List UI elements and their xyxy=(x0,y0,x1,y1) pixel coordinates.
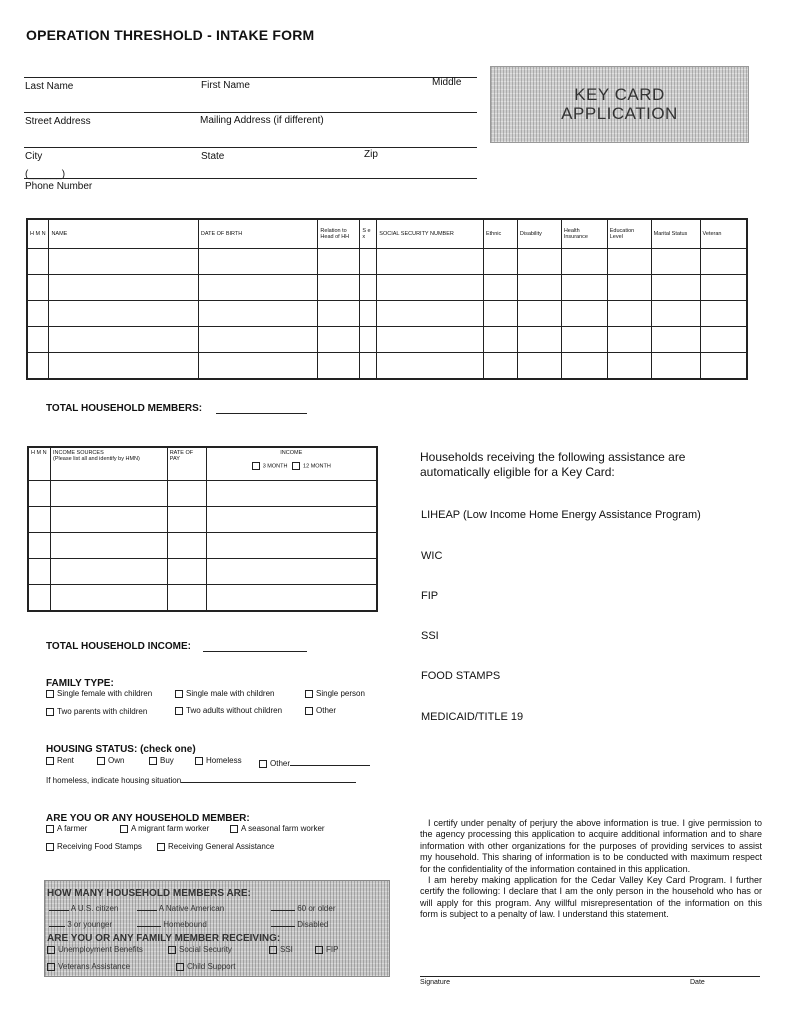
income-cell-source[interactable] xyxy=(51,507,168,533)
option-label: Receiving General Assistance xyxy=(168,842,275,851)
hh-cell-ssn[interactable] xyxy=(377,301,484,327)
member-food-stamps[interactable] xyxy=(46,842,142,851)
checkbox[interactable] xyxy=(46,708,54,716)
homeless-situation-label: If homeless, indicate housing situation xyxy=(46,776,182,785)
table-row xyxy=(27,301,747,327)
member-seasonal[interactable] xyxy=(230,824,325,833)
income-cell-hmn[interactable] xyxy=(28,533,51,559)
income-cell-hmn[interactable] xyxy=(28,559,51,585)
hh-cell-health-insurance[interactable] xyxy=(561,353,607,380)
program-ssi: SSI xyxy=(421,630,439,642)
receiving-veterans[interactable] xyxy=(47,962,130,971)
hh-header-name: NAME xyxy=(49,219,198,249)
program-liheap: LIHEAP (Low Income Home Energy Assistance Program) xyxy=(421,509,701,521)
checkbox[interactable] xyxy=(46,690,54,698)
family-other[interactable] xyxy=(305,706,336,715)
hh-cell-hmn[interactable] xyxy=(27,249,49,275)
hh-cell-ethnic[interactable] xyxy=(483,327,517,353)
certification-paragraph-2: I am hereby making application for the Cedar Valley Key Card Program. I further certify the following: I declare that I am the only person in the household who has or will apply for this program. Any willful misrepresentation of the information on this form is subject to a penalty of law. I understand this statement. xyxy=(420,875,762,920)
checkbox[interactable] xyxy=(176,963,184,971)
checkbox[interactable] xyxy=(269,946,277,954)
hh-cell-marital[interactable] xyxy=(651,353,700,380)
checkbox[interactable] xyxy=(315,946,323,954)
hh-cell-veteran[interactable] xyxy=(700,327,747,353)
key-card-banner xyxy=(490,66,749,143)
option-label: Homeless xyxy=(206,756,242,765)
housing-own[interactable] xyxy=(97,756,124,765)
state-label: State xyxy=(201,151,225,162)
option-label: Two parents with children xyxy=(57,707,148,716)
hh-cell-name[interactable] xyxy=(49,353,198,380)
checkbox[interactable] xyxy=(259,760,267,768)
signature-label: Signature xyxy=(420,979,450,986)
shaded-statistics-box xyxy=(44,880,390,977)
option-label: Single female with children xyxy=(57,689,153,698)
hh-cell-health-insurance[interactable] xyxy=(561,249,607,275)
count-field[interactable] xyxy=(271,917,295,927)
income-hmn-header: H M N xyxy=(28,447,51,481)
count-field[interactable] xyxy=(137,901,157,911)
last-name-label: Last Name xyxy=(25,81,74,92)
hh-cell-veteran[interactable] xyxy=(700,301,747,327)
table-row xyxy=(28,481,377,507)
income-cell-rate[interactable] xyxy=(167,559,206,585)
income-cell-amount[interactable] xyxy=(206,559,377,585)
checkbox[interactable] xyxy=(46,757,54,765)
housing-rent[interactable] xyxy=(46,756,74,765)
table-row xyxy=(28,559,377,585)
program-food-stamps: FOOD STAMPS xyxy=(421,670,501,682)
how-many-sixty-older[interactable] xyxy=(271,901,335,913)
hh-cell-disability[interactable] xyxy=(517,275,561,301)
eligibility-intro-line1: Households receiving the following assistance are xyxy=(420,450,686,464)
income-cell-rate[interactable] xyxy=(167,533,206,559)
total-members-field[interactable] xyxy=(216,413,307,414)
option-label: Single person xyxy=(316,689,365,698)
checkbox[interactable] xyxy=(47,946,55,954)
income-header xyxy=(206,447,377,481)
hh-header-hmn: H M N xyxy=(27,219,49,249)
hh-cell-relation[interactable] xyxy=(318,301,360,327)
checkbox[interactable] xyxy=(47,963,55,971)
checkbox[interactable] xyxy=(120,825,128,833)
housing-buy[interactable] xyxy=(149,756,174,765)
income-cell-amount[interactable] xyxy=(206,507,377,533)
how-many-heading: HOW MANY HOUSEHOLD MEMBERS ARE: xyxy=(47,888,251,899)
option-label: 60 or older xyxy=(297,904,336,913)
income-title: INCOME xyxy=(280,450,303,456)
hh-cell-disability[interactable] xyxy=(517,301,561,327)
hh-cell-relation[interactable] xyxy=(318,275,360,301)
household-members-table xyxy=(26,218,748,380)
hh-cell-ssn[interactable] xyxy=(377,249,484,275)
hh-cell-education[interactable] xyxy=(607,275,651,301)
hh-header-veteran: Veteran xyxy=(700,219,747,249)
hh-cell-sex[interactable] xyxy=(360,275,377,301)
option-label: A U.S. citizen xyxy=(70,904,119,913)
option-label: Child Support xyxy=(187,962,236,971)
checkbox[interactable] xyxy=(149,757,157,765)
checkbox[interactable] xyxy=(175,707,183,715)
option-label: Two adults without children xyxy=(186,706,283,715)
hh-cell-disability[interactable] xyxy=(517,353,561,380)
hh-header-ssn: SOCIAL SECURITY NUMBER xyxy=(377,219,484,249)
hh-cell-ssn[interactable] xyxy=(377,327,484,353)
hh-header-ethnic: Ethnic xyxy=(483,219,517,249)
income-cell-rate[interactable] xyxy=(167,481,206,507)
checkbox[interactable] xyxy=(305,707,313,715)
hh-cell-dob[interactable] xyxy=(198,249,318,275)
how-many-disabled[interactable] xyxy=(271,917,328,929)
hh-cell-ethnic[interactable] xyxy=(483,275,517,301)
income-cell-source[interactable] xyxy=(51,481,168,507)
hh-cell-sex[interactable] xyxy=(360,327,377,353)
hh-header-dob: DATE OF BIRTH xyxy=(198,219,318,249)
hh-cell-disability[interactable] xyxy=(517,327,561,353)
eligibility-intro-line2: automatically eligible for a Key Card: xyxy=(420,465,615,479)
checkbox[interactable] xyxy=(168,946,176,954)
housing-homeless[interactable] xyxy=(195,756,242,765)
address-line[interactable] xyxy=(24,112,477,113)
program-fip: FIP xyxy=(421,590,439,602)
checkbox[interactable] xyxy=(157,843,165,851)
receiving-child-support[interactable] xyxy=(176,962,235,971)
option-label: Homebound xyxy=(163,920,207,929)
hh-cell-hmn[interactable] xyxy=(27,353,49,380)
rate-of-pay-header: RATE OF PAY xyxy=(167,447,206,481)
hh-header-disability: Disability xyxy=(517,219,561,249)
how-many-citizen[interactable] xyxy=(49,901,118,913)
count-field[interactable] xyxy=(137,917,161,927)
hh-cell-ethnic[interactable] xyxy=(483,353,517,380)
table-row xyxy=(28,533,377,559)
hh-cell-relation[interactable] xyxy=(318,249,360,275)
household-member-heading: ARE YOU OR ANY HOUSEHOLD MEMBER: xyxy=(46,813,250,824)
phone-label: Phone Number xyxy=(25,181,93,192)
hh-cell-hmn[interactable] xyxy=(27,301,49,327)
hh-cell-dob[interactable] xyxy=(198,301,318,327)
hh-cell-marital[interactable] xyxy=(651,249,700,275)
hh-cell-ethnic[interactable] xyxy=(483,301,517,327)
option-label: A farmer xyxy=(57,824,88,833)
option-label: A migrant farm worker xyxy=(131,824,210,833)
housing-other-field[interactable] xyxy=(290,756,370,766)
option-label: Receiving Food Stamps xyxy=(57,842,142,851)
hh-cell-hmn[interactable] xyxy=(27,327,49,353)
option-label: Own xyxy=(108,756,125,765)
checkbox[interactable] xyxy=(195,757,203,765)
income-cell-hmn[interactable] xyxy=(28,507,51,533)
income-sources-header xyxy=(51,447,168,481)
hh-cell-name[interactable] xyxy=(49,327,198,353)
housing-other[interactable] xyxy=(259,756,370,768)
income-cell-amount[interactable] xyxy=(206,481,377,507)
form-title: OPERATION THRESHOLD - INTAKE FORM xyxy=(26,27,315,43)
hh-cell-relation[interactable] xyxy=(318,327,360,353)
family-single-female[interactable] xyxy=(46,689,152,698)
count-field[interactable] xyxy=(49,917,65,927)
total-income-field[interactable] xyxy=(203,651,307,652)
hh-header-relation: Relation to Head of HH xyxy=(318,219,360,249)
hh-cell-name[interactable] xyxy=(49,249,198,275)
income-cell-hmn[interactable] xyxy=(28,481,51,507)
middle-label: Middle xyxy=(432,77,462,88)
option-label: Disabled xyxy=(297,920,329,929)
family-single-person[interactable] xyxy=(305,689,365,698)
income-cell-amount[interactable] xyxy=(206,533,377,559)
income-cell-rate[interactable] xyxy=(167,585,206,612)
table-row xyxy=(27,327,747,353)
income-sources-title: INCOME SOURCES xyxy=(53,450,104,456)
date-label: Date xyxy=(690,979,705,986)
hh-cell-ssn[interactable] xyxy=(377,275,484,301)
receiving-unemployment[interactable] xyxy=(47,945,143,954)
receiving-fip[interactable] xyxy=(315,945,338,954)
eligibility-intro xyxy=(420,450,685,480)
income-cell-source[interactable] xyxy=(51,559,168,585)
city-label: City xyxy=(25,151,43,162)
table-row xyxy=(27,353,747,380)
income-sources-note: (Please list all and identify by HMN) xyxy=(53,456,140,462)
phone-area-code: (______) xyxy=(25,169,66,180)
signature-line[interactable] xyxy=(420,976,760,977)
hh-cell-ethnic[interactable] xyxy=(483,249,517,275)
checkbox[interactable] xyxy=(97,757,105,765)
hh-cell-dob[interactable] xyxy=(198,353,318,380)
hh-cell-health-insurance[interactable] xyxy=(561,327,607,353)
hh-cell-veteran[interactable] xyxy=(700,353,747,380)
checkbox[interactable] xyxy=(305,690,313,698)
hh-cell-dob[interactable] xyxy=(198,327,318,353)
zip-label: Zip xyxy=(364,149,378,160)
total-income-label: TOTAL HOUSEHOLD INCOME: xyxy=(46,641,191,652)
option-label: Rent xyxy=(57,756,74,765)
hh-cell-relation[interactable] xyxy=(318,353,360,380)
hh-cell-sex[interactable] xyxy=(360,249,377,275)
checkbox[interactable] xyxy=(230,825,238,833)
income-cell-amount[interactable] xyxy=(206,585,377,612)
certification-paragraph-1: I certify under penalty of perjury the above information is true. I give permission to the agency processing this application to acquire additional information and to share information with other organizations for the purposes of providing services to assist my household. This sharing of information is to be conducted with maximum respect for the confidentiality of the information contained in this application. xyxy=(420,818,762,874)
key-card-line2: APPLICATION xyxy=(561,104,678,123)
receiving-heading: ARE YOU OR ANY FAMILY MEMBER RECEIVING: xyxy=(47,933,281,944)
option-label: Other xyxy=(270,759,291,768)
family-single-male[interactable] xyxy=(175,689,275,698)
income-cell-source[interactable] xyxy=(51,585,168,612)
twelve-month-label: 12 MONTH xyxy=(303,463,331,470)
hh-cell-veteran[interactable] xyxy=(700,275,747,301)
hh-cell-ssn[interactable] xyxy=(377,353,484,380)
option-label: Unemployment Benefits xyxy=(58,945,143,954)
hh-cell-health-insurance[interactable] xyxy=(561,301,607,327)
three-month-label: 3 MONTH xyxy=(262,463,288,470)
mailing-address-label: Mailing Address (if different) xyxy=(200,115,324,126)
street-address-label: Street Address xyxy=(25,116,91,127)
hh-cell-health-insurance[interactable] xyxy=(561,275,607,301)
member-farmer[interactable] xyxy=(46,824,87,833)
twelve-month-checkbox[interactable] xyxy=(292,462,300,470)
hh-header-marital: Marital Status xyxy=(651,219,700,249)
checkbox[interactable] xyxy=(46,825,54,833)
hh-cell-education[interactable] xyxy=(607,327,651,353)
option-label: A Native American xyxy=(158,904,225,913)
member-migrant[interactable] xyxy=(120,824,209,833)
hh-header-education: Education Level xyxy=(607,219,651,249)
option-label: FIP xyxy=(326,945,339,954)
total-members-label: TOTAL HOUSEHOLD MEMBERS: xyxy=(46,403,203,414)
hh-cell-name[interactable] xyxy=(49,275,198,301)
housing-status-heading: HOUSING STATUS: (check one) xyxy=(46,744,196,755)
receiving-ssi[interactable] xyxy=(269,945,293,954)
receiving-social-security[interactable] xyxy=(168,945,232,954)
key-card-line1: KEY CARD xyxy=(574,85,665,104)
family-two-parents[interactable] xyxy=(46,707,147,716)
first-name-label: First Name xyxy=(201,80,250,91)
income-sources-table xyxy=(27,446,378,612)
count-field[interactable] xyxy=(271,901,295,911)
hh-cell-marital[interactable] xyxy=(651,301,700,327)
family-two-adults[interactable] xyxy=(175,706,282,715)
option-label: Buy xyxy=(160,756,174,765)
income-cell-hmn[interactable] xyxy=(28,585,51,612)
hh-cell-education[interactable] xyxy=(607,301,651,327)
option-label: Single male with children xyxy=(186,689,275,698)
hh-cell-sex[interactable] xyxy=(360,353,377,380)
table-row xyxy=(28,585,377,612)
hh-header-sex: S e x xyxy=(360,219,377,249)
table-row xyxy=(28,507,377,533)
member-general-assistance[interactable] xyxy=(157,842,274,851)
hh-cell-marital[interactable] xyxy=(651,327,700,353)
option-label: SSI xyxy=(280,945,293,954)
hh-header-health-insurance: Health Insurance xyxy=(561,219,607,249)
program-wic: WIC xyxy=(421,550,443,562)
hh-cell-education[interactable] xyxy=(607,353,651,380)
how-many-native-american[interactable] xyxy=(137,901,224,913)
hh-cell-education[interactable] xyxy=(607,249,651,275)
checkbox[interactable] xyxy=(175,690,183,698)
income-cell-source[interactable] xyxy=(51,533,168,559)
how-many-homebound[interactable] xyxy=(137,917,207,929)
name-line[interactable] xyxy=(24,77,477,78)
hh-cell-name[interactable] xyxy=(49,301,198,327)
how-many-three-younger[interactable] xyxy=(49,917,112,929)
hh-cell-veteran[interactable] xyxy=(700,249,747,275)
hh-cell-disability[interactable] xyxy=(517,249,561,275)
option-label: 3 or younger xyxy=(67,920,113,929)
hh-cell-dob[interactable] xyxy=(198,275,318,301)
homeless-situation-field[interactable] xyxy=(181,773,356,783)
hh-cell-sex[interactable] xyxy=(360,301,377,327)
certification-statement xyxy=(420,818,762,921)
family-type-heading: FAMILY TYPE: xyxy=(46,678,114,689)
option-label: A seasonal farm worker xyxy=(241,824,325,833)
checkbox[interactable] xyxy=(46,843,54,851)
city-line[interactable] xyxy=(24,147,477,148)
table-row xyxy=(27,275,747,301)
income-cell-rate[interactable] xyxy=(167,507,206,533)
option-label: Social Security xyxy=(179,945,232,954)
program-medicaid: MEDICAID/TITLE 19 xyxy=(421,711,524,723)
option-label: Veterans Assistance xyxy=(58,962,131,971)
hh-cell-marital[interactable] xyxy=(651,275,700,301)
option-label: Other xyxy=(316,706,337,715)
homeless-situation xyxy=(46,773,356,785)
count-field[interactable] xyxy=(49,901,69,911)
three-month-checkbox[interactable] xyxy=(252,462,260,470)
table-row xyxy=(27,249,747,275)
hh-cell-hmn[interactable] xyxy=(27,275,49,301)
phone-line[interactable] xyxy=(24,178,477,179)
